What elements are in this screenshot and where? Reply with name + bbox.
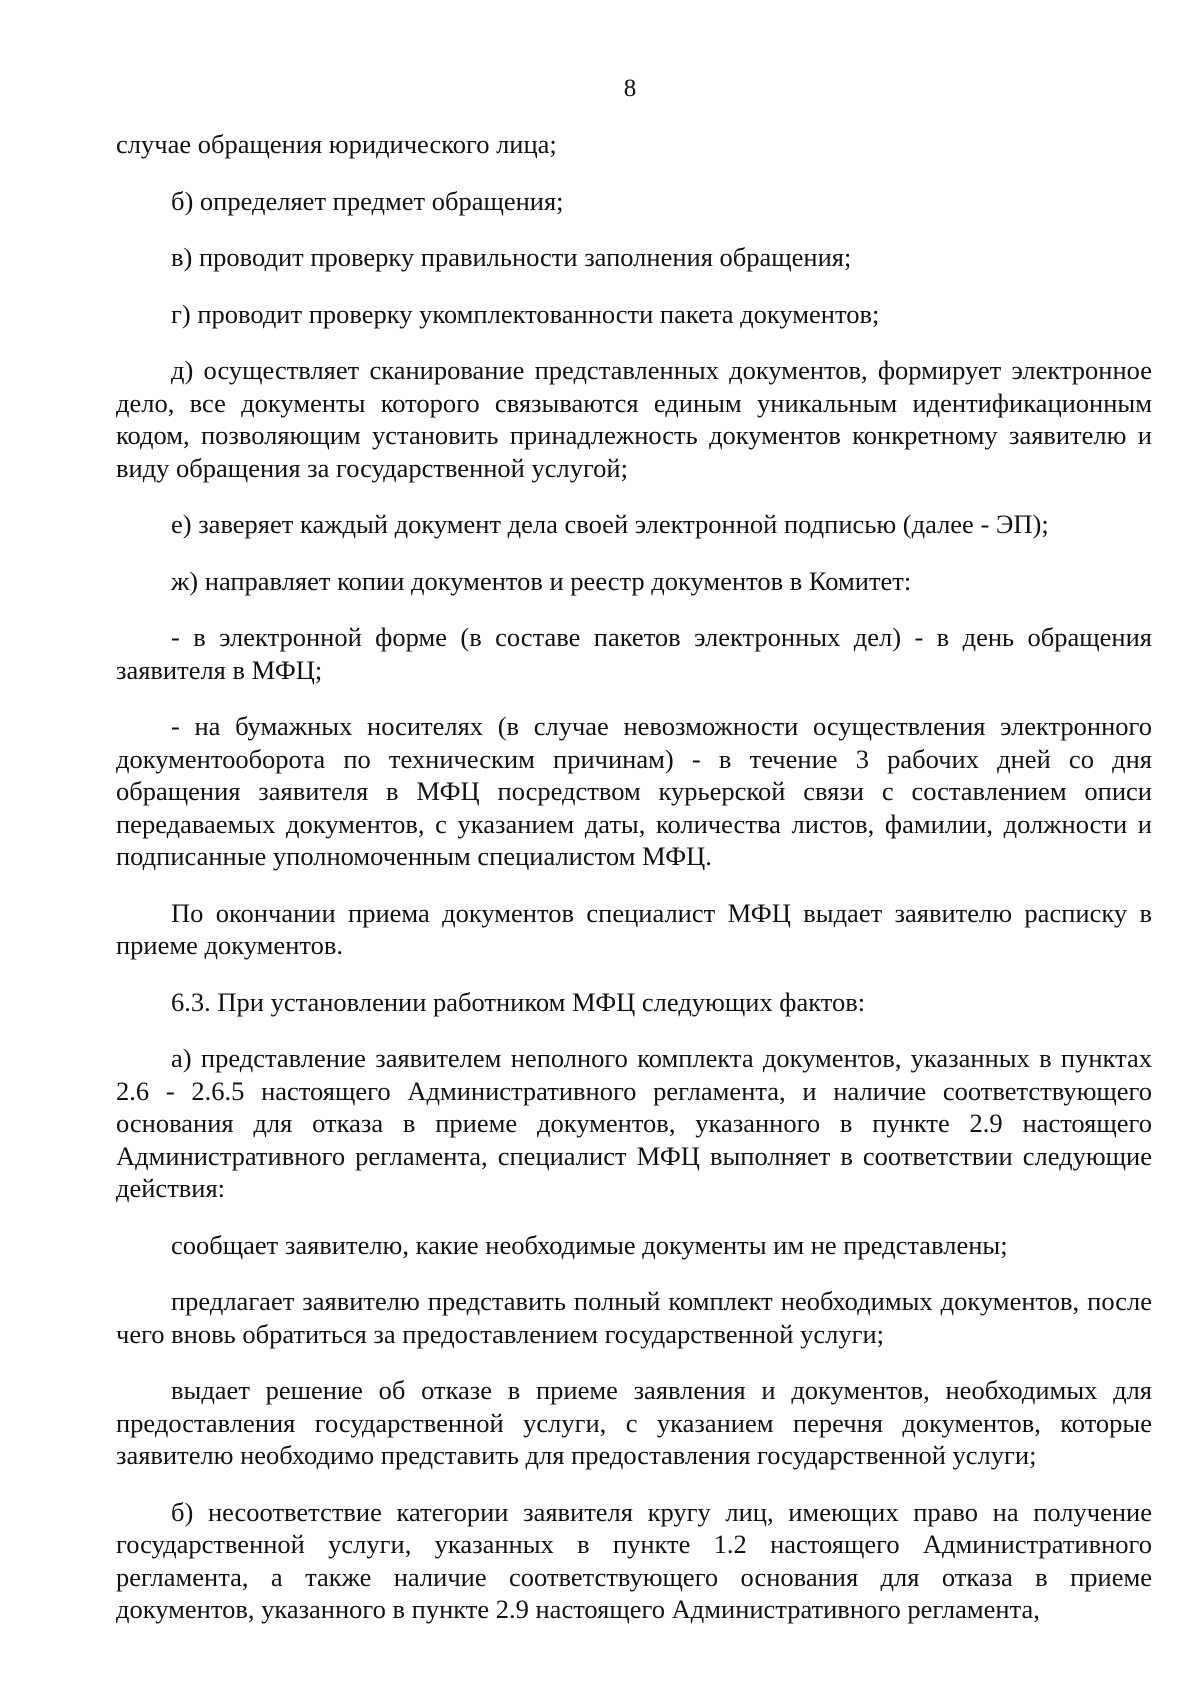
- paragraph-section-6-3: 6.3. При установлении работником МФЦ следующих фактов:: [171, 986, 866, 1017]
- paragraph-item-b-mismatch: б) несоответствие категории заявителя кругу лиц, имеющих право на получение государственной услуги, указанных в пункте 1.2 настоящего Административного регламента, а также наличие соответствующего основания для отказа в приеме документов, указанного в пункте 2.9 настоящего Административного регламента,: [116, 1496, 1152, 1624]
- paragraph-paper-form: - на бумажных носителях (в случае невозможности осуществления электронного документооборота по техническим причинам) - в течение 3 рабочих дней со дня обращения заявителя в МФЦ посредством курьерской связи с составлением описи передаваемых документов, с указанием даты, количества листов, фамилии, должности и подписанные уполномоченным специалистом МФЦ.: [116, 711, 1152, 871]
- paragraph-receipt: По окончании приема документов специалист МФЦ выдает заявителю расписку в приеме документов.: [116, 897, 1152, 960]
- paragraph-proposes: предлагает заявителю представить полный комплект необходимых документов, после чего вновь обратиться за предоставлением государственной услуги;: [116, 1286, 1152, 1349]
- paragraph-item-zh: ж) направляет копии документов и реестр документов в Комитет:: [171, 565, 912, 596]
- paragraph-continuation: случае обращения юридического лица;: [116, 129, 557, 159]
- document-body: [116, 128, 1152, 1650]
- paragraph-electronic-form: - в электронной форме (в составе пакетов электронных дел) - в день обращения заявителя в МФЦ;: [116, 622, 1152, 685]
- paragraph-item-a: а) представление заявителем неполного комплекта документов, указанных в пунктах 2.6 - 2.6.5 настоящего Административного регламента, и наличие соответствующего основания для отказа в приеме документов, указанного в пункте 2.9 настоящего Административного регламента, специалист МФЦ выполняет в соответствии следующие действия:: [116, 1043, 1152, 1203]
- paragraph-informs: сообщает заявителю, какие необходимые документы им не представлены;: [171, 1229, 1008, 1260]
- paragraph-item-b: б) определяет предмет обращения;: [171, 185, 564, 216]
- paragraph-issues-refusal: выдает решение об отказе в приеме заявления и документов, необходимых для предоставления государственной услуги, с указанием перечня документов, которые заявителю необходимо представить для предоставления государственной услуги;: [116, 1375, 1152, 1470]
- paragraph-item-v: в) проводит проверку правильности заполнения обращения;: [171, 242, 852, 272]
- paragraph-item-d: д) осуществляет сканирование представленных документов, формирует электронное дело, все документы которого связываются единым уникальным идентификационным кодом, позволяющим установить принадлежность документов конкретному заявителю и виду обращения за государственной услугой;: [116, 355, 1152, 483]
- page-number: 8: [623, 75, 637, 102]
- paragraph-item-e: е) заверяет каждый документ дела своей электронной подписью (далее - ЭП);: [171, 509, 1049, 539]
- paragraph-item-g: г) проводит проверку укомплектованности пакета документов;: [171, 298, 880, 329]
